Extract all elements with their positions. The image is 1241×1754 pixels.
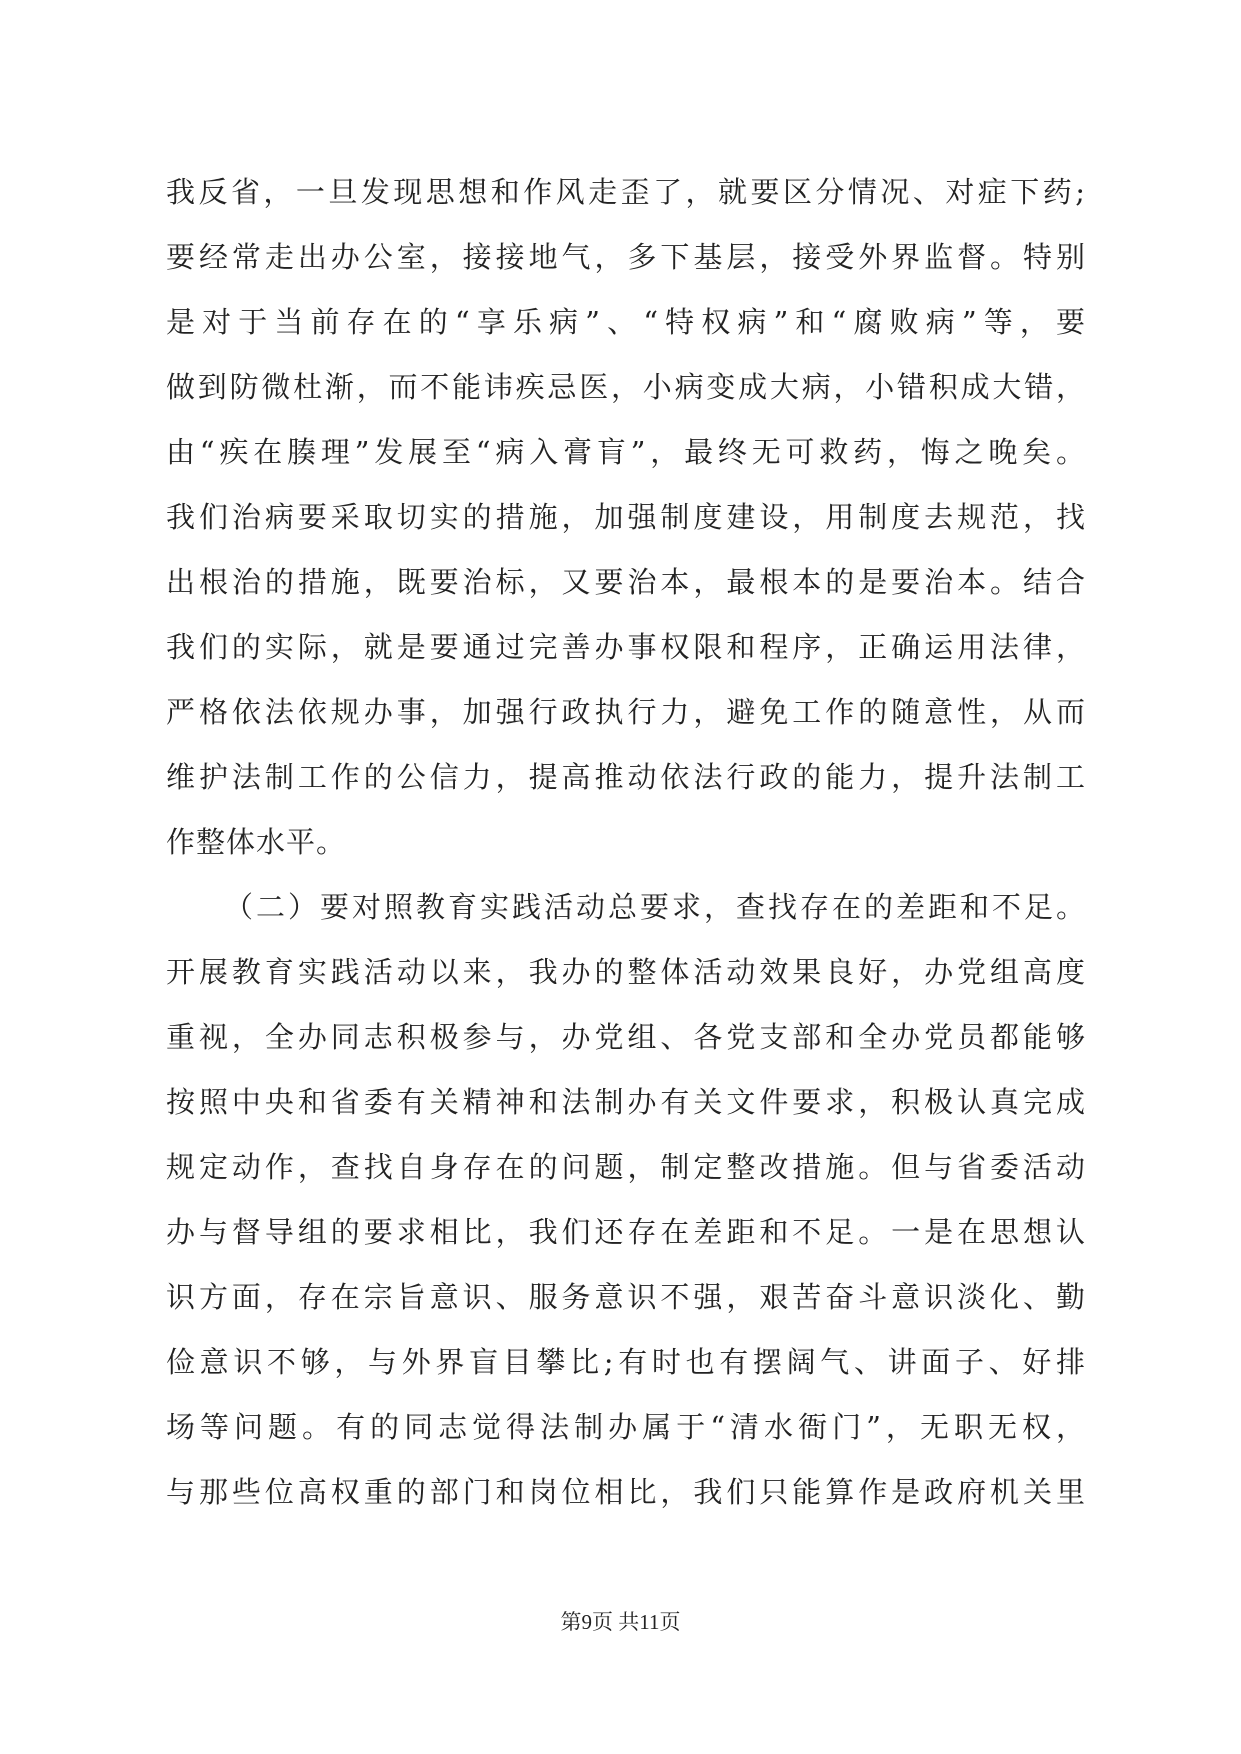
text-line: 重视，全办同志积极参与，办党组、各党支部和全办党员都能够 <box>166 1020 1086 1054</box>
text-line: 我们治病要采取切实的措施，加强制度建设，用制度去规范，找 <box>166 500 1086 534</box>
text-line: 规定动作，查找自身存在的问题，制定整改措施。但与省委活动 <box>166 1150 1086 1184</box>
text-line: 俭意识不够，与外界盲目攀比;有时也有摆阔气、讲面子、好排 <box>166 1345 1086 1379</box>
text-line: 是对于当前存在的“享乐病”、“特权病”和“腐败病”等，要 <box>166 305 1086 339</box>
text-line: 严格依法依规办事，加强行政执行力，避免工作的随意性，从而 <box>166 695 1086 729</box>
text-line: 由“疾在腠理”发展至“病入膏肓”，最终无可救药，悔之晚矣。 <box>166 435 1086 469</box>
text-line: 办与督导组的要求相比，我们还存在差距和不足。一是在思想认 <box>166 1215 1086 1249</box>
text-line: 我们的实际，就是要通过完善办事权限和程序，正确运用法律， <box>166 630 1086 664</box>
text-line: 出根治的措施，既要治标，又要治本，最根本的是要治本。结合 <box>166 565 1086 599</box>
document-body <box>166 160 1086 1525</box>
section-heading-line: （二）要对照教育实践活动总要求，查找存在的差距和不足。 <box>224 890 1086 924</box>
text-line: 作整体水平。 <box>166 825 347 859</box>
page-number-footer: 第9页 共11页 <box>560 1610 681 1634</box>
text-line: 与那些位高权重的部门和岗位相比，我们只能算作是政府机关里 <box>166 1475 1086 1509</box>
text-line: 我反省，一旦发现思想和作风走歪了，就要区分情况、对症下药; <box>166 175 1086 209</box>
text-line: 要经常走出办公室，接接地气，多下基层，接受外界监督。特别 <box>166 240 1086 274</box>
text-line: 场等问题。有的同志觉得法制办属于“清水衙门”，无职无权， <box>166 1410 1086 1444</box>
text-line: 开展教育实践活动以来，我办的整体活动效果良好，办党组高度 <box>166 955 1086 989</box>
text-line: 识方面，存在宗旨意识、服务意识不强，艰苦奋斗意识淡化、勤 <box>166 1280 1086 1314</box>
text-line: 按照中央和省委有关精神和法制办有关文件要求，积极认真完成 <box>166 1085 1086 1119</box>
text-line: 做到防微杜渐，而不能讳疾忌医，小病变成大病，小错积成大错， <box>166 370 1086 404</box>
text-line: 维护法制工作的公信力，提高推动依法行政的能力，提升法制工 <box>166 760 1086 794</box>
